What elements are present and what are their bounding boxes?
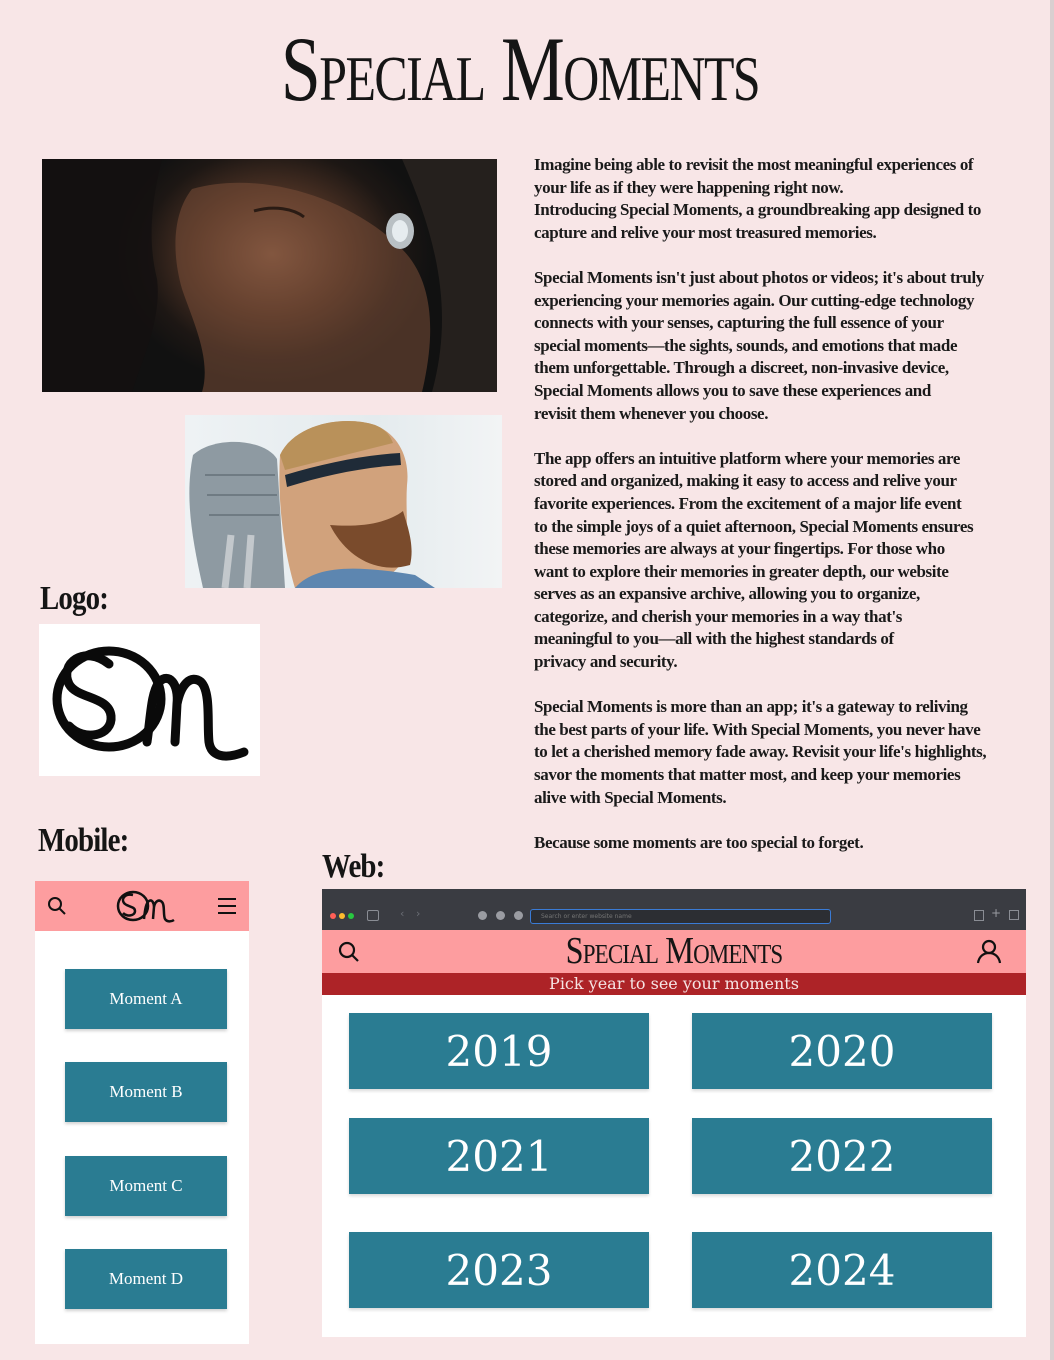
web-header-title[interactable]: Special Moments [565, 930, 783, 972]
mobile-header-bar [35, 881, 249, 931]
headband-man-illustration [185, 415, 502, 588]
year-2023-button[interactable]: 2023 [349, 1232, 649, 1308]
extension-icon[interactable] [478, 911, 487, 920]
privacy-icon[interactable] [496, 911, 505, 920]
web-subtitle: Pick year to see your moments [322, 973, 1026, 995]
year-2019-button[interactable]: 2019 [349, 1013, 649, 1089]
photo-headband-man [185, 415, 502, 588]
year-2022-button[interactable]: 2022 [692, 1118, 992, 1194]
page-edge [1050, 0, 1054, 1360]
description-text [534, 154, 1020, 877]
page-title: Special Moments [280, 18, 760, 120]
forward-arrow-icon[interactable]: › [416, 907, 421, 920]
mobile-mockup [35, 881, 249, 1344]
web-header-bar [322, 930, 1026, 973]
address-bar[interactable] [530, 909, 831, 924]
hamburger-menu-icon[interactable] [217, 897, 237, 915]
close-window-dot[interactable] [330, 913, 336, 919]
new-tab-icon[interactable]: + [991, 906, 1002, 920]
browser-chrome [322, 889, 1026, 930]
year-2024-button[interactable]: 2024 [692, 1232, 992, 1308]
moment-d-button[interactable]: Moment D [65, 1249, 227, 1309]
sm-logo-icon[interactable] [115, 887, 175, 925]
reader-icon[interactable] [514, 911, 523, 920]
moment-b-button[interactable]: Moment B [65, 1062, 227, 1122]
minimize-window-dot[interactable] [339, 913, 345, 919]
search-icon[interactable] [47, 896, 67, 916]
year-2020-button[interactable]: 2020 [692, 1013, 992, 1089]
logo-label: Logo: [40, 580, 108, 617]
photo-face-closeup [42, 159, 497, 392]
web-mockup [322, 889, 1026, 1337]
moment-a-button[interactable]: Moment A [65, 969, 227, 1029]
sidebar-toggle-icon[interactable] [367, 910, 379, 921]
paragraph-intro: Imagine being able to revisit the most meaningful experiences of your life as if they were happening right now. Introducing Special Moments, a groundbreaking app designed to capture and relive your most treasured memories. [534, 155, 981, 242]
logo-box [39, 624, 260, 776]
mobile-label: Mobile: [38, 822, 129, 859]
year-2021-button[interactable]: 2021 [349, 1118, 649, 1194]
paragraph-tagline: Because some moments are too special to forget. [534, 832, 864, 852]
web-label: Web: [322, 848, 385, 885]
back-arrow-icon[interactable]: ‹ [400, 907, 405, 920]
face-closeup-illustration [42, 159, 497, 392]
search-icon[interactable] [338, 941, 360, 963]
sm-logo [39, 624, 260, 776]
paragraph-closing: Special Moments is more than an app; it's a gateway to reliving the best parts of your life. With Special Moments, you never have to let a cherished memory fade away. Revisit your life's highlights, savor the moments that matter most, and keep your memories alive with Special Moments. [534, 697, 987, 807]
maximize-window-dot[interactable] [348, 913, 354, 919]
paragraph-app-features: The app offers an intuitive platform where your memories are stored and organized, making it easy to access and relive your favorite experiences. From the excitement of a major life event to the simple joys of a quiet afternoon, Special Moments ensures these memories are always at your fingertips. For those who want to explore their memories in greater depth, our website serves as an expansive archive, allowing you to organize, categorize, and cherish your memories in a way that's meaningful to you—all with the highest standards of privacy and security. [534, 448, 974, 672]
tab-overview-icon[interactable] [1009, 910, 1019, 920]
paragraph-technology: Special Moments isn't just about photos or videos; it's about truly experiencing your memories again. Our cutting-edge technology connects with your senses, capturing the full essence of your special moments—the sights, sounds, and emotions that made them unforgettable. Through a discreet, non-invasive device, Special Moments allows you to save these experiences and revisit them whenever you choose. [534, 267, 984, 423]
moment-c-button[interactable]: Moment C [65, 1156, 227, 1216]
user-icon[interactable] [976, 938, 1002, 964]
share-icon[interactable] [974, 910, 984, 921]
